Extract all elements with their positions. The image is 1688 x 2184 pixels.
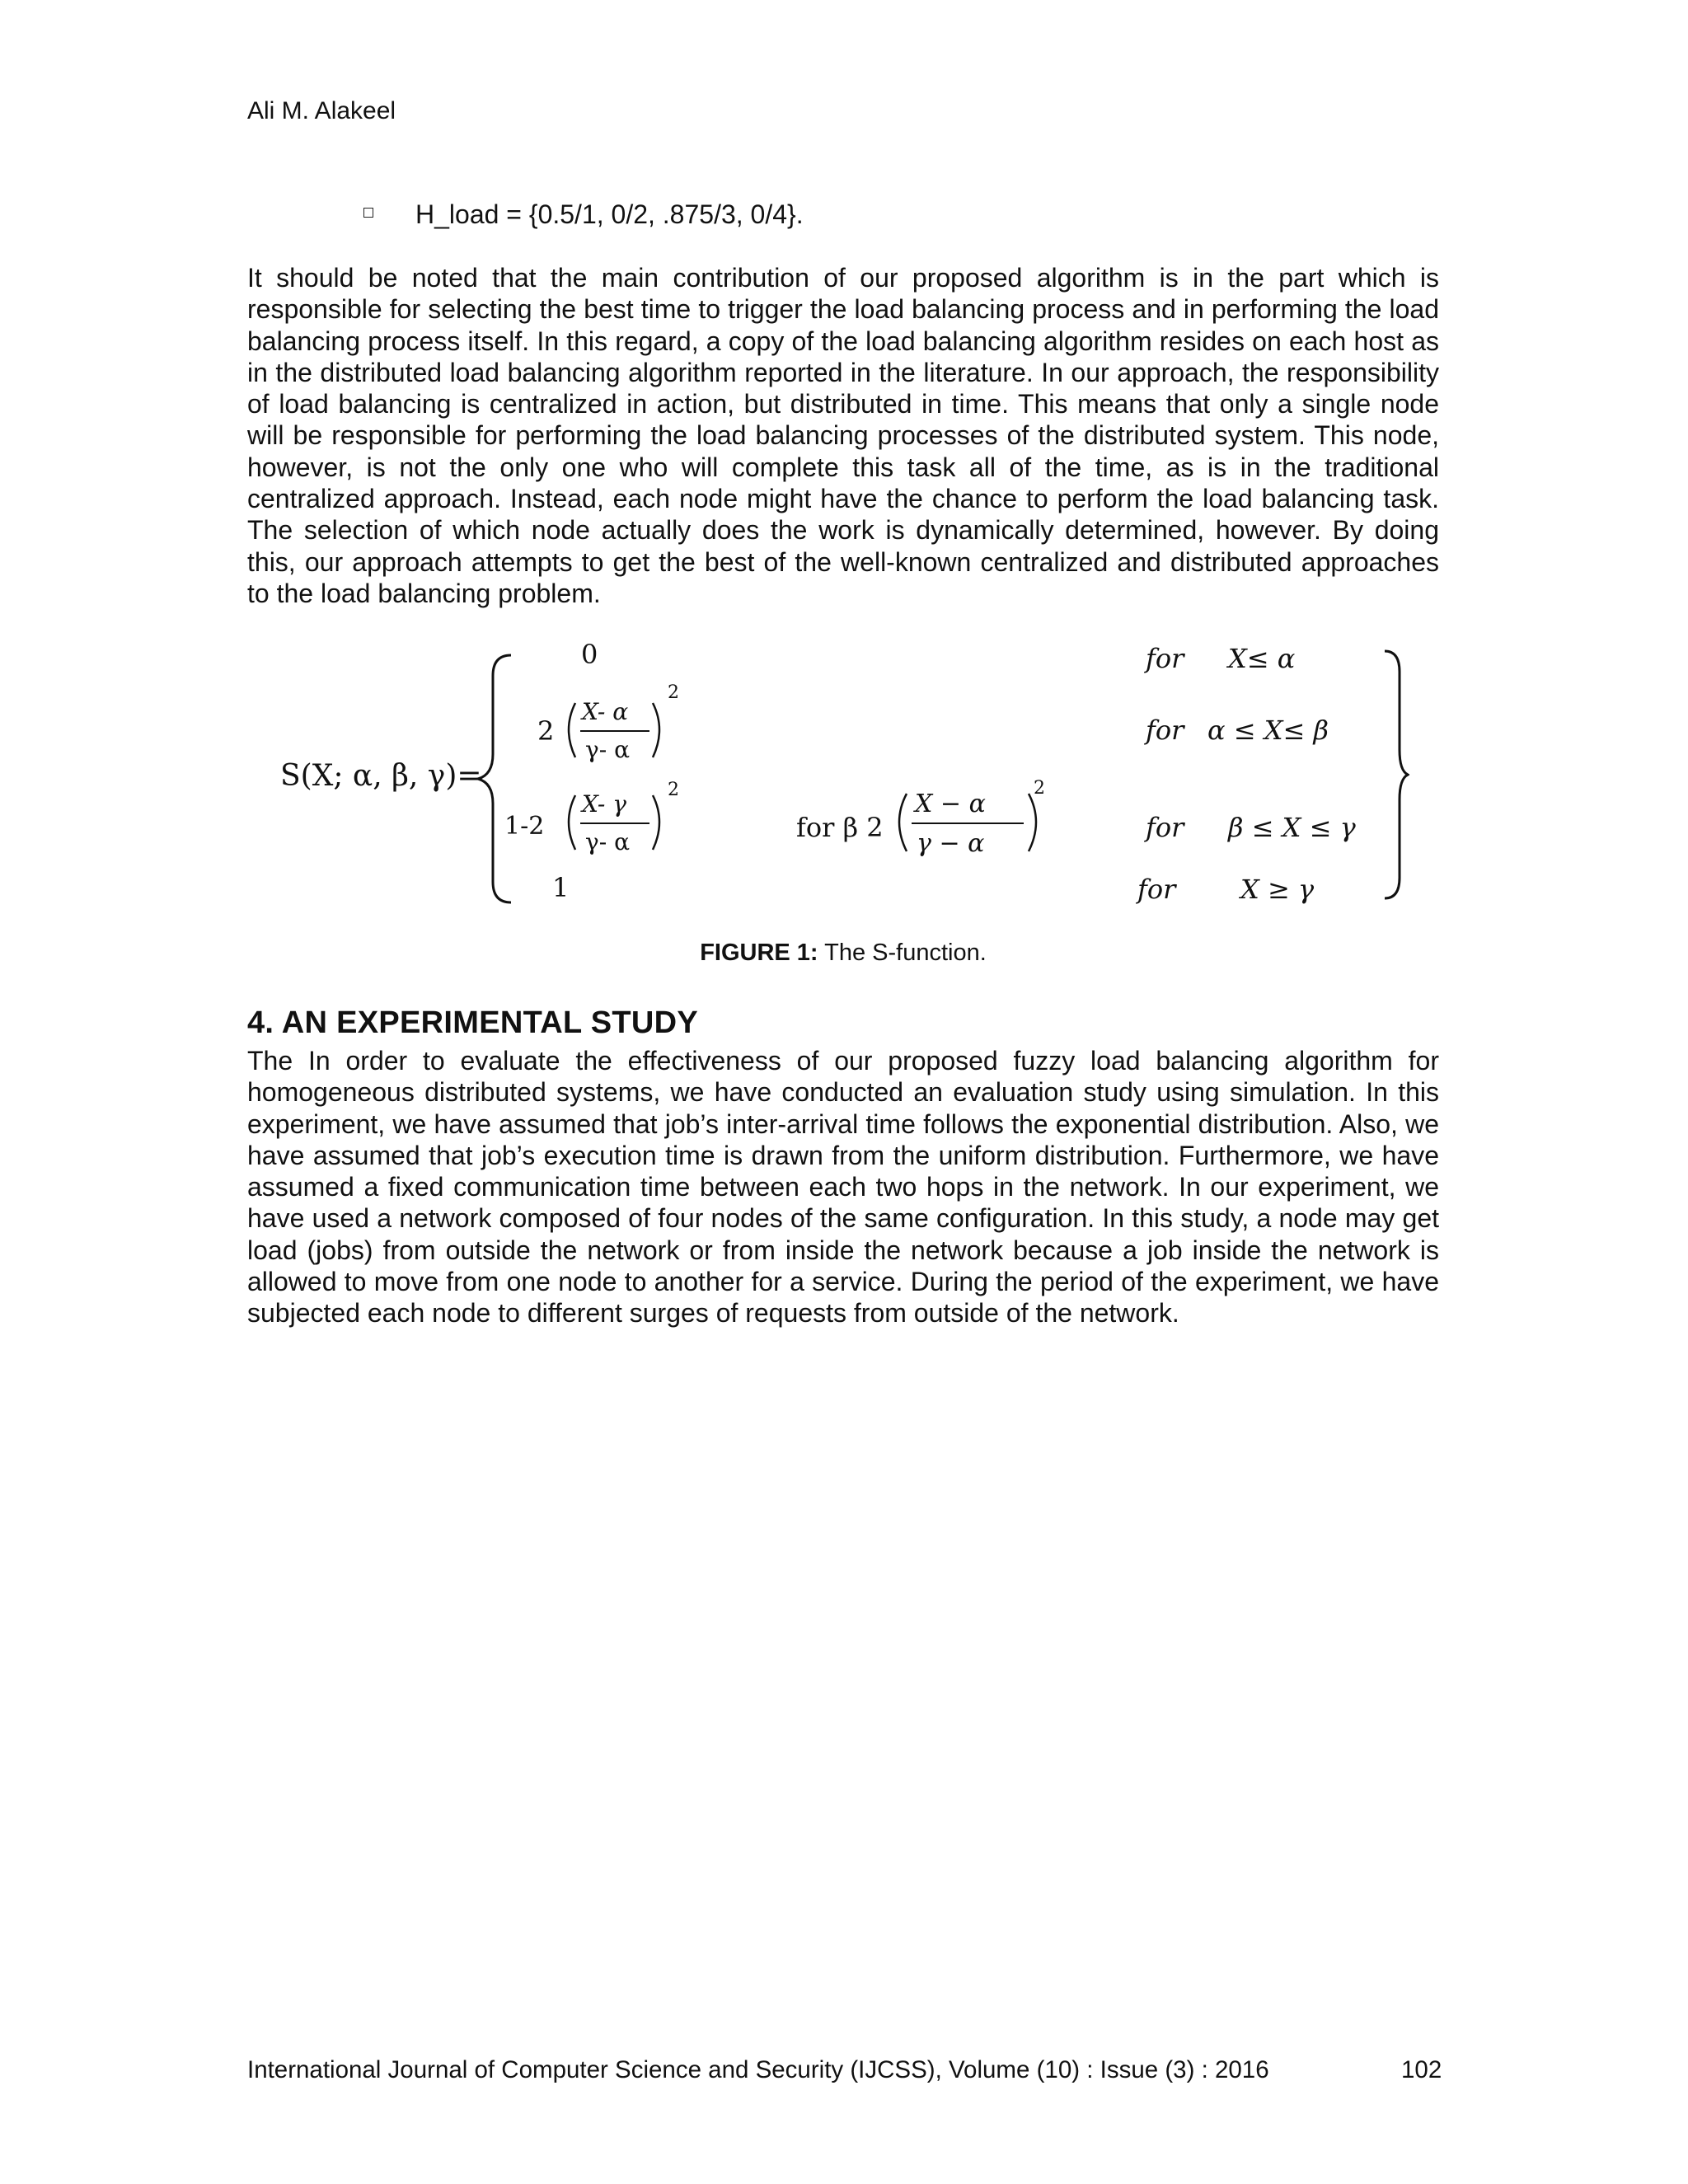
bullet-item — [366, 199, 804, 230]
middle-exponent: 2 — [1034, 778, 1045, 799]
case3-left-paren — [569, 795, 575, 850]
case2-numerator: X- α — [582, 698, 629, 725]
page-number: 102 — [1401, 2056, 1442, 2083]
case3-numerator: X- γ — [582, 790, 627, 818]
cond1-condition: X≤ α — [1228, 643, 1296, 674]
case2-exponent: 2 — [668, 682, 679, 703]
paragraph-experimental-study: The In order to evaluate the effectiveness of our proposed fuzzy load balancing algorithm for homogeneous distributed systems, we have conducted an evaluation study using simulation. In this experiment, we have assumed that job’s inter-arrival time follows the exponential distribution. Also, we have assumed that job’s execution time is drawn from the uniform distribution. Furthermore, we have assumed a fixed communication time between each two hops in the network. In our experiment, we have used a network composed of four nodes of the same configuration. In this study, a node may get load (jobs) from outside the network or from inside the network because a job inside the network is allowed to move from one node to another for a service. During the period of the experiment, we have subjected each node to different surges of requests from outside of the network. — [247, 1046, 1439, 1329]
figure-caption — [247, 940, 1439, 967]
case2-left-paren — [569, 703, 575, 757]
s-function-equation — [272, 639, 1409, 911]
cond4-condition: X ≥ γ — [1240, 874, 1315, 905]
figure-caption-text: The S-function. — [818, 940, 987, 966]
cond3-condition: β ≤ X ≤ γ — [1228, 812, 1356, 843]
right-brace — [1385, 651, 1408, 898]
case1-value: 0 — [581, 639, 598, 670]
case4-value: 1 — [552, 872, 570, 903]
bullet-text: H_load = {0.5/1, 0/2, .875/3, 0/4}. — [415, 199, 804, 229]
middle-left-paren — [899, 794, 907, 851]
case3-exponent: 2 — [668, 780, 679, 800]
cond2-condition: α ≤ X≤ β — [1207, 715, 1329, 746]
section-heading: 4. AN EXPERIMENTAL STUDY — [247, 1005, 699, 1040]
case2-denominator: γ- α — [585, 736, 631, 763]
middle-right-paren — [1029, 794, 1036, 851]
cond2-for: for — [1146, 715, 1184, 746]
paragraph-contribution: It should be noted that the main contribution of our proposed algorithm is in the part which is responsible for selecting the best time to trigger the load balancing process and in performing the load balancing process itself. In this regard, a copy of the load balancing algorithm resides on each host as in the distributed load balancing algorithm reported in the literature. In our approach, the responsibility of load balancing is centralized in action, but distributed in time. This means that only a single node will be responsible for performing the load balancing processes of the distributed system. This node, however, is not the only one who will complete this task all of the time, as is in the traditional centralized approach. Instead, each node might have the chance to perform the load balancing task. The selection of which node actually does the work is dynamically determined, however. By doing this, our approach attempts to get the best of the well-known centralized and distributed approaches to the load balancing problem. — [247, 263, 1439, 608]
middle-prefix: for β 2 — [796, 812, 884, 843]
case3-prefix: 1-2 — [504, 812, 545, 841]
running-header-author: Ali M. Alakeel — [247, 97, 396, 124]
case3-denominator: γ- α — [585, 828, 631, 855]
middle-denominator: γ − α — [917, 829, 985, 858]
cond3-for: for — [1146, 812, 1184, 843]
case3-right-paren — [653, 795, 659, 850]
cond4-for: for — [1137, 874, 1176, 905]
middle-numerator: X − α — [915, 790, 986, 818]
footer-journal: International Journal of Computer Science and Security (IJCSS), Volume (10) : Issue (3) : 2016 — [247, 2056, 1269, 2083]
figure-caption-label: FIGURE 1: — [700, 940, 818, 966]
equation-lhs: S(X; α, β, γ)= — [280, 759, 482, 793]
case2-coefficient: 2 — [537, 715, 555, 747]
cond1-for: for — [1146, 643, 1184, 674]
square-bullet-icon — [363, 208, 373, 218]
left-brace — [478, 655, 511, 902]
case2-right-paren — [653, 703, 659, 757]
